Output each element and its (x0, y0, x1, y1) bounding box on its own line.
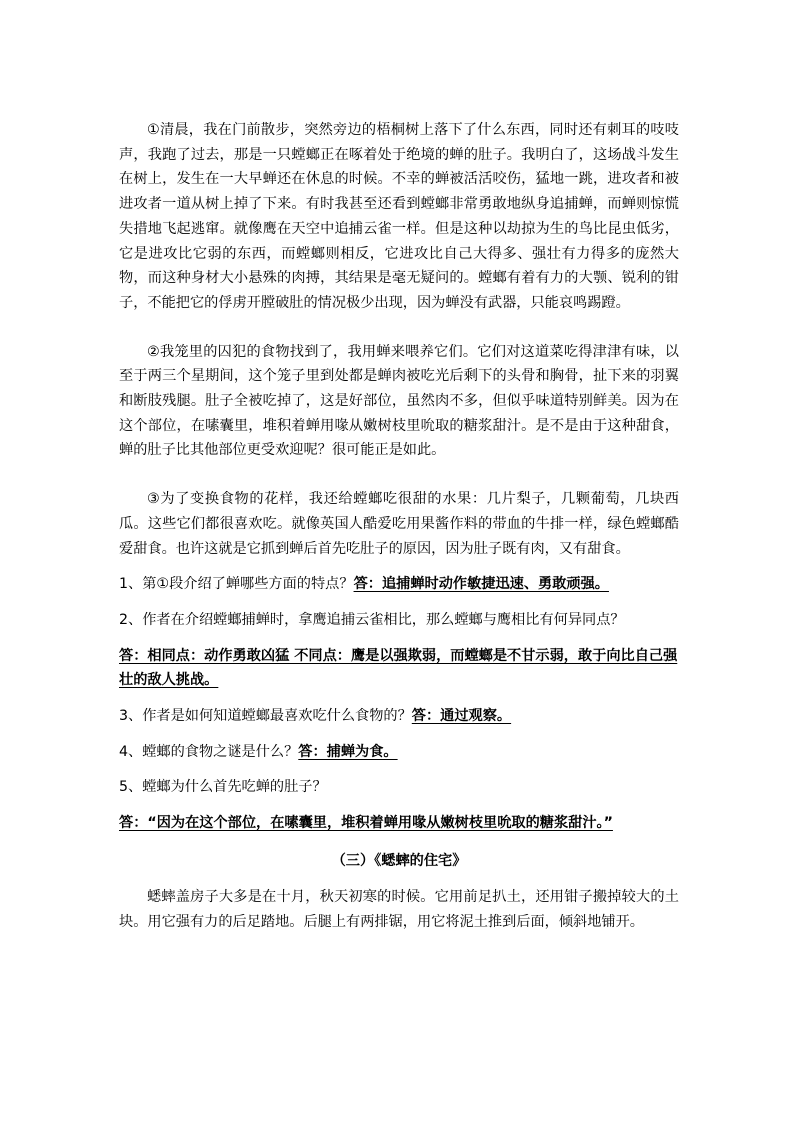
question-4-answer: 答：捕蝉为食。 (298, 743, 398, 760)
question-2-answer: 答：相同点：动作勇敢凶猛 不同点：鹰是以强欺弱，而螳螂是不甘示弱，敢于向比自己强壮的敌人挑战。 (119, 647, 678, 689)
passage-paragraph-2: ②我笼里的囚犯的食物找到了，我用蝉来喂养它们。它们对这道菜吃得津津有味，以至于两三个星期间，这个笼子里到处都是蝉肉被吃光后剩下的头骨和胸骨，扯下来的羽翼和断肢残腿。肚子全被吃掉了，这是好部位，虽然肉不多，但似乎味道特别鲜美。因为在这个部位，在嗉囊里，堆积着蝉用喙从嫩树枝里吮取的糖浆甜汁。是不是由于这种甜食，蝉的肚子比其他部位更受欢迎呢？很可能正是如此。 (119, 343, 679, 459)
passage-paragraph-3: ③为了变换食物的花样，我还给螳螂吃很甜的水果：几片梨子，几颗葡萄，几块西瓜。这些它们都很喜欢吃。就像英国人酷爱吃用果酱作料的带血的牛排一样，绿色螳螂酷爱甜食。也许这就是它抓到蝉后首先吃肚子的原因，因为肚子既有肉，又有甜食。 (119, 491, 679, 557)
question-1 (119, 572, 679, 597)
question-5-text: 5、螳螂为什么首先吃蝉的肚子？ (119, 779, 327, 796)
question-5-answer: 答：“因为在这个部位，在嗉囊里，堆积着蝉用喙从嫩树枝里吮取的糖浆甜汁。” (119, 815, 613, 832)
question-3-text: 3、作者是如何知道螳螂最喜欢吃什么食物的？ (119, 708, 412, 725)
question-2-text: 2、作者在介绍螳螂捕蝉时，拿鹰追捕云雀相比，那么螳螂与鹰相比有何异同点？ (119, 611, 625, 628)
passage-paragraph-1: ①清晨，我在门前散步，突然旁边的梧桐树上落下了什么东西，同时还有刺耳的吱吱声，我跑了过去，那是一只螳螂正在啄着处于绝境的蝉的肚子。我明白了，这场战斗发生在树上，发生在一大早蝉还在休息的时候。不幸的蝉被活活咬伤，猛地一跳，进攻者和被进攻者一道从树上掉了下来。有时我甚至还看到螳螂非常勇敢地纵身追捕蝉，而蝉则惊慌失措地飞起逃窜。就像鹰在天空中追捕云雀一样。但是这种以劫掠为生的鸟比昆虫低劣，它是进攻比它弱的东西，而螳螂则相反，它进攻比自己大得多、强壮有力得多的庞然大物，而这种身材大小悬殊的肉搏，其结果是毫无疑问的。螳螂有着有力的大颚、锐利的钳子，不能把它的俘虏开膛破肚的情况极少出现，因为蝉没有武器，只能哀鸣踢蹬。 (119, 122, 679, 311)
section-3-paragraph-1: 蟋蟀盖房子大多是在十月，秋天初寒的时候。它用前足扒土，还用钳子搬掉较大的土块。用它强有力的后足踏地。后腿上有两排锯，用它将泥土推到后面，倾斜地铺开。 (119, 888, 679, 930)
question-1-answer: 答：追捕蝉时动作敏捷迅速、勇敢顽强。 (353, 576, 609, 593)
question-4 (119, 740, 679, 765)
question-4-text: 4、螳螂的食物之谜是什么？ (119, 743, 299, 760)
section-title: （三）《蟋蟀的住宅》 (331, 852, 467, 869)
document-page (119, 118, 679, 934)
question-3-answer: 答：通过观察。 (411, 708, 512, 725)
question-1-text: 1、第①段介绍了蝉哪些方面的特点？ (119, 576, 354, 593)
question-3 (119, 704, 679, 729)
